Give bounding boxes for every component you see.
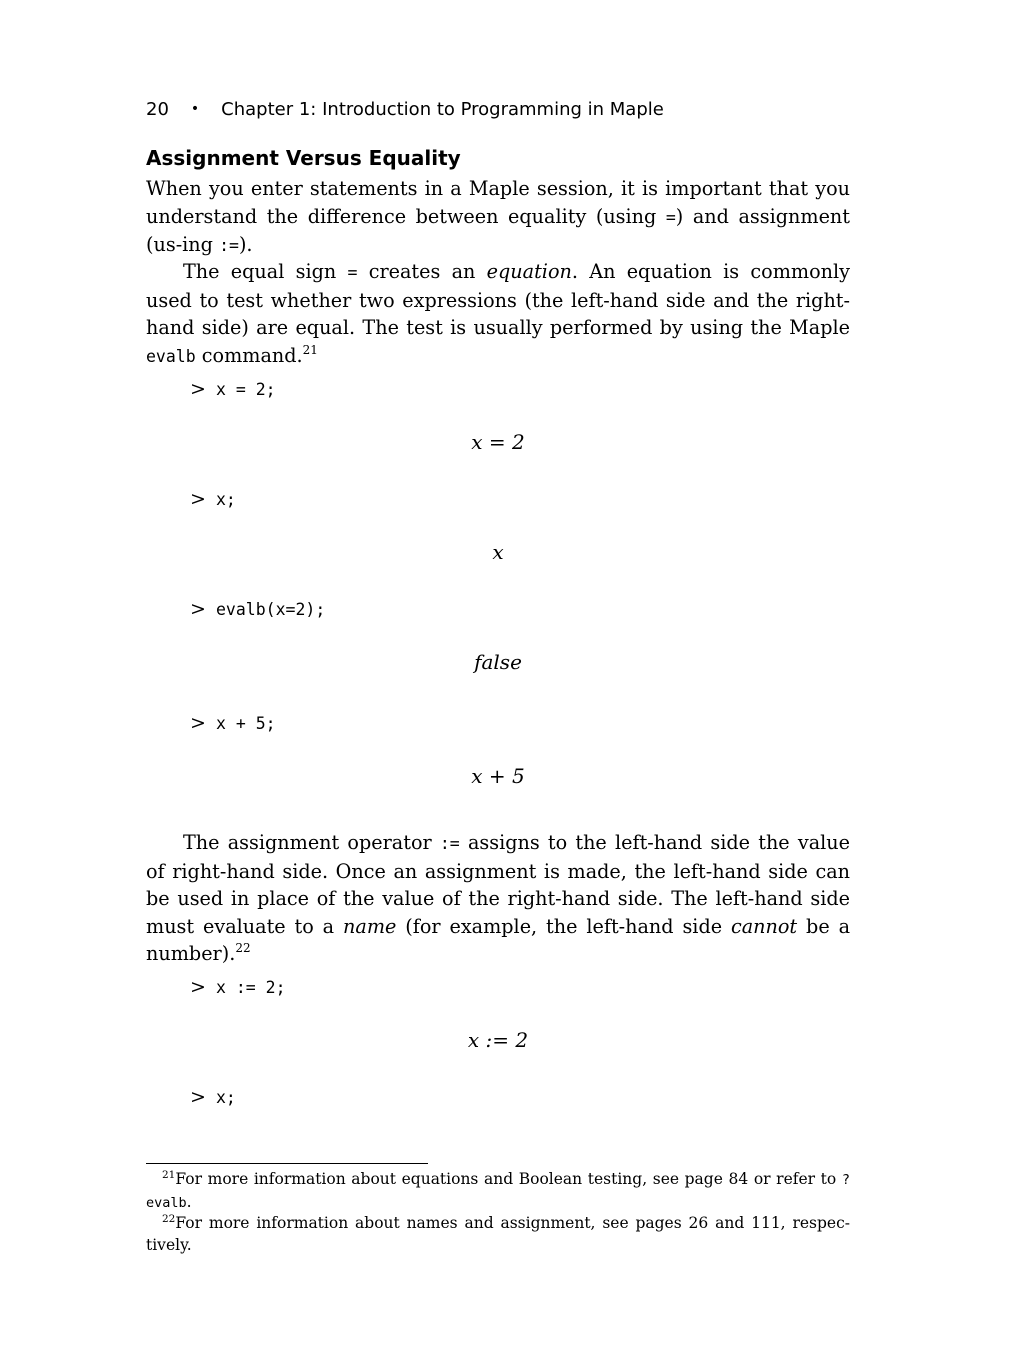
- para3-emphasis-cannot: cannot: [730, 914, 798, 938]
- prompt-symbol: >: [190, 712, 206, 734]
- footnote-text: .: [186, 1193, 192, 1211]
- running-title: Chapter 1: Introduction to Programming in Maple: [221, 99, 664, 120]
- maple-output: x: [492, 540, 504, 564]
- footnote-code: ?evalb: [146, 1172, 850, 1211]
- maple-input: [190, 1085, 236, 1110]
- command-text: x + 5;: [216, 714, 276, 733]
- footnote-ref-21: 21: [302, 342, 318, 357]
- para3-emphasis-name: name: [343, 914, 397, 938]
- maple-output: x + 5: [471, 764, 525, 788]
- command-text: x;: [216, 490, 236, 509]
- para3-text-1: The assignment operator: [183, 831, 440, 854]
- footnote-rule: [146, 1163, 428, 1164]
- footnote-text: For more information about equations and Boolean testing, see page 84 or refer to: [175, 1170, 842, 1188]
- maple-output: x := 2: [467, 1028, 529, 1052]
- para1-code-equals: =: [665, 207, 676, 227]
- maple-input: [190, 597, 325, 622]
- footnote-22: [146, 1212, 850, 1256]
- maple-output: x = 2: [471, 430, 525, 454]
- prompt-symbol: >: [190, 976, 206, 998]
- para2-text-1: The equal sign: [183, 260, 348, 283]
- para2-code-evalb: evalb: [146, 346, 196, 366]
- running-header: [146, 97, 664, 122]
- para2-text-2: creates an: [357, 260, 487, 283]
- footnote-ref-22: 22: [235, 941, 251, 955]
- maple-input: [190, 975, 286, 1000]
- para3-text-2: assigns to the left-hand side the value of right-hand side. Once an assignment is made, the left-hand side can be used in place of the value of the right-hand side. The left-hand side must evaluate to a: [146, 831, 850, 938]
- page-number: 20: [146, 99, 169, 120]
- footnote-number: 22: [162, 1213, 176, 1225]
- paragraph-3: [146, 829, 850, 968]
- prompt-symbol: >: [190, 488, 206, 510]
- maple-input: [190, 377, 276, 402]
- para2-text-3: . An equation is commonly used to test whether two expressions (the left-hand side and the right-hand side) are equal. The test is usually performed by using the Maple: [146, 260, 850, 339]
- para1-text-3: ).: [238, 233, 253, 256]
- maple-input: [190, 711, 276, 736]
- para2-text-4: command.: [195, 343, 303, 367]
- maple-input: [190, 487, 236, 512]
- para2-emphasis-equation: equation: [486, 260, 572, 283]
- para3-text-3: (for example, the left-hand side: [396, 914, 731, 938]
- para1-code-assign: :=: [219, 236, 239, 255]
- prompt-symbol: >: [190, 598, 206, 620]
- paragraph-1: [146, 175, 850, 260]
- para3-text-4: be a number).: [146, 914, 851, 965]
- paragraph-2: [146, 258, 850, 370]
- command-text: x := 2;: [216, 978, 286, 997]
- para2-code-equals: =: [347, 263, 358, 282]
- section-title: Assignment Versus Equality: [146, 146, 461, 170]
- para3-code-assign: :=: [439, 834, 460, 853]
- command-text: evalb(x=2);: [216, 600, 326, 619]
- header-bullet: •: [190, 101, 200, 117]
- prompt-symbol: >: [190, 378, 206, 400]
- para1-text-1: When you enter statements in a Maple session, it is important that you understand the difference between equality (using: [146, 177, 850, 228]
- command-text: x;: [216, 1088, 236, 1107]
- footnote-21: [146, 1168, 850, 1214]
- footnote-text: For more information about names and assignment, see pages 26 and 111, respec-tively.: [146, 1214, 850, 1254]
- command-text: x = 2;: [216, 380, 276, 399]
- para1-text-2: ) and assignment (us-ing: [146, 204, 850, 256]
- footnote-number: 21: [162, 1169, 176, 1181]
- prompt-symbol: >: [190, 1086, 206, 1108]
- maple-output: false: [474, 650, 522, 674]
